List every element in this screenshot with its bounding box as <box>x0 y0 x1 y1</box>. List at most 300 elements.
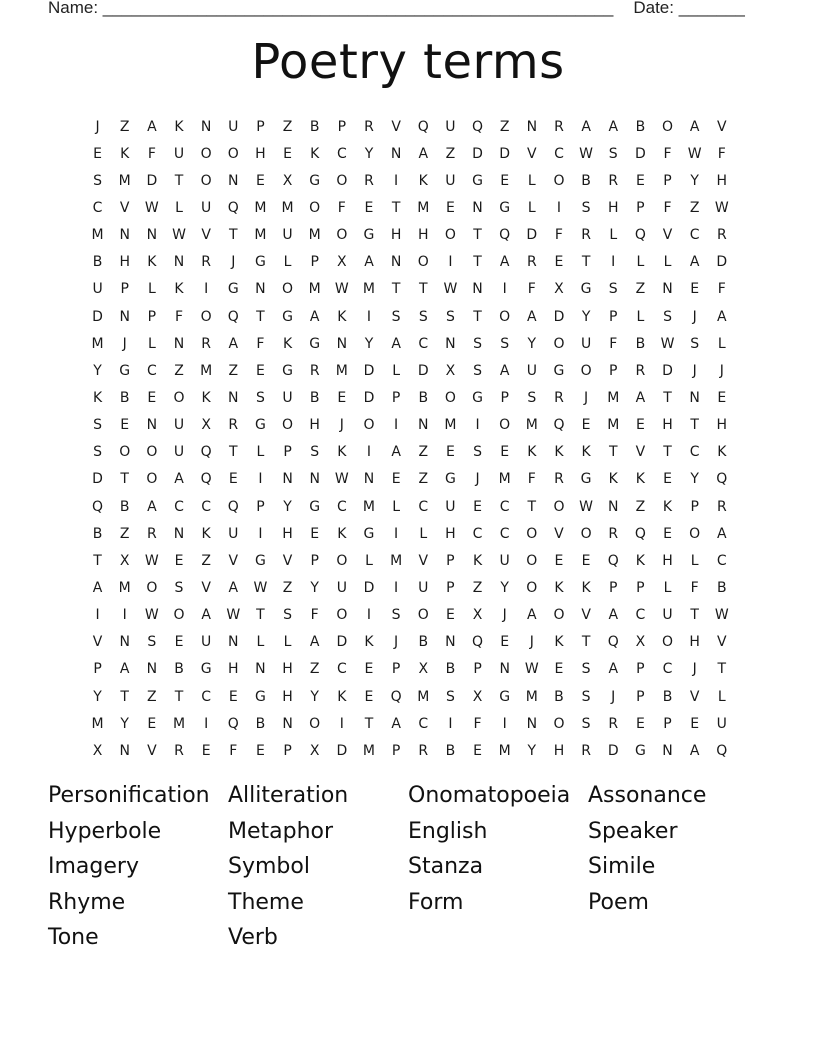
grid-cell[interactable]: P <box>391 742 401 759</box>
grid-cell[interactable]: K <box>662 498 673 515</box>
grid-cell[interactable]: M <box>281 199 294 216</box>
grid-cell[interactable]: L <box>392 362 401 379</box>
grid-cell[interactable]: S <box>473 362 482 379</box>
grid-cell[interactable]: O <box>417 607 429 624</box>
grid-cell[interactable]: O <box>499 417 511 434</box>
grid-cell[interactable]: N <box>255 661 266 678</box>
grid-cell[interactable]: Y <box>283 498 292 515</box>
grid-cell[interactable]: F <box>229 742 238 759</box>
grid-cell[interactable]: W <box>660 335 675 352</box>
grid-cell[interactable]: T <box>418 281 428 298</box>
grid-cell[interactable]: O <box>417 254 429 271</box>
grid-cell[interactable]: B <box>255 715 266 732</box>
grid-cell[interactable]: Y <box>581 308 591 325</box>
grid-cell[interactable]: F <box>663 145 672 162</box>
grid-cell[interactable]: C <box>336 498 347 515</box>
grid-cell[interactable]: N <box>689 389 700 406</box>
grid-cell[interactable]: D <box>417 362 429 379</box>
grid-cell[interactable]: I <box>394 172 399 189</box>
grid-cell[interactable]: K <box>527 444 537 461</box>
grid-cell[interactable]: S <box>418 308 428 325</box>
grid-cell[interactable]: S <box>581 199 591 216</box>
grid-cell[interactable]: R <box>608 715 619 732</box>
grid-cell[interactable]: I <box>339 715 344 732</box>
grid-cell[interactable]: P <box>473 661 482 678</box>
grid-cell[interactable]: P <box>690 498 699 515</box>
grid-cell[interactable]: R <box>309 362 320 379</box>
grid-cell[interactable]: Y <box>93 688 102 705</box>
grid-cell[interactable]: A <box>608 118 619 135</box>
grid-cell[interactable]: K <box>201 389 211 406</box>
grid-cell[interactable]: G <box>634 742 646 759</box>
grid-cell[interactable]: O <box>526 552 538 569</box>
grid-cell[interactable]: W <box>334 281 349 298</box>
grid-cell[interactable]: O <box>146 444 158 461</box>
grid-cell[interactable]: N <box>255 281 266 298</box>
grid-cell[interactable]: G <box>444 471 456 488</box>
grid-cell[interactable]: P <box>636 579 645 596</box>
grid-cell[interactable]: L <box>609 227 618 244</box>
name-field[interactable]: Name: ______________________________________________________ <box>48 0 614 17</box>
grid-cell[interactable]: O <box>363 417 375 434</box>
grid-cell[interactable]: E <box>663 525 672 542</box>
grid-cell[interactable]: L <box>256 444 265 461</box>
grid-cell[interactable]: C <box>201 688 212 705</box>
grid-cell[interactable]: U <box>662 607 673 624</box>
grid-cell[interactable]: Z <box>689 199 700 216</box>
grid-cell[interactable]: E <box>364 661 374 678</box>
grid-cell[interactable]: L <box>147 281 156 298</box>
grid-cell[interactable]: P <box>636 199 645 216</box>
grid-cell[interactable]: P <box>609 308 618 325</box>
grid-cell[interactable]: P <box>256 118 265 135</box>
grid-cell[interactable]: O <box>580 525 592 542</box>
grid-cell[interactable]: G <box>309 498 321 515</box>
grid-cell[interactable]: A <box>499 254 510 271</box>
grid-cell[interactable]: B <box>662 688 673 705</box>
grid-cell[interactable]: G <box>309 335 321 352</box>
grid-cell[interactable]: S <box>445 688 455 705</box>
grid-cell[interactable]: V <box>282 552 293 569</box>
grid-cell[interactable]: E <box>690 281 700 298</box>
grid-cell[interactable]: Q <box>499 227 511 244</box>
grid-cell[interactable]: J <box>475 471 480 488</box>
grid-cell[interactable]: U <box>716 715 727 732</box>
grid-cell[interactable]: S <box>473 444 482 461</box>
grid-cell[interactable]: Y <box>310 688 319 705</box>
grid-cell[interactable]: K <box>174 118 184 135</box>
grid-cell[interactable]: D <box>607 742 619 759</box>
grid-cell[interactable]: V <box>201 227 211 244</box>
grid-cell[interactable]: S <box>391 607 401 624</box>
grid-cell[interactable]: G <box>499 688 511 705</box>
grid-cell[interactable]: O <box>282 281 294 298</box>
grid-cell[interactable]: V <box>92 634 103 651</box>
grid-cell[interactable]: X <box>201 417 211 434</box>
grid-cell[interactable]: T <box>717 661 727 678</box>
grid-cell[interactable]: S <box>581 688 591 705</box>
grid-cell[interactable]: A <box>391 715 401 732</box>
grid-cell[interactable]: A <box>717 525 727 542</box>
grid-cell[interactable]: Q <box>227 715 239 732</box>
grid-cell[interactable]: N <box>336 335 348 352</box>
grid-cell[interactable]: Q <box>716 742 728 759</box>
grid-cell[interactable]: O <box>444 227 456 244</box>
date-field[interactable]: Date: _______ <box>633 0 745 17</box>
grid-cell[interactable]: U <box>445 498 456 515</box>
grid-cell[interactable]: E <box>635 172 645 189</box>
grid-cell[interactable]: N <box>146 417 158 434</box>
grid-cell[interactable]: K <box>92 389 103 406</box>
grid-cell[interactable]: S <box>147 634 157 651</box>
grid-cell[interactable]: I <box>366 444 372 461</box>
grid-cell[interactable]: T <box>690 417 699 434</box>
grid-cell[interactable]: M <box>417 688 430 705</box>
grid-cell[interactable]: J <box>692 362 697 379</box>
grid-cell[interactable]: M <box>390 552 403 569</box>
grid-cell[interactable]: M <box>525 688 538 705</box>
grid-cell[interactable]: A <box>309 634 320 651</box>
grid-cell[interactable]: D <box>363 579 375 596</box>
grid-cell[interactable]: Y <box>527 335 537 352</box>
grid-cell[interactable]: R <box>418 742 429 759</box>
grid-cell[interactable]: Q <box>200 471 212 488</box>
grid-cell[interactable]: M <box>525 417 538 434</box>
grid-cell[interactable]: M <box>444 417 457 434</box>
grid-cell[interactable]: M <box>308 227 321 244</box>
grid-cell[interactable]: C <box>418 335 429 352</box>
grid-cell[interactable]: X <box>119 552 130 569</box>
grid-cell[interactable]: N <box>146 227 158 244</box>
grid-cell[interactable]: N <box>445 335 456 352</box>
grid-cell[interactable]: X <box>309 742 320 759</box>
grid-cell[interactable]: E <box>500 444 510 461</box>
grid-cell[interactable]: A <box>201 607 211 624</box>
grid-cell[interactable]: V <box>635 444 646 461</box>
grid-cell[interactable]: G <box>553 362 565 379</box>
grid-cell[interactable]: O <box>146 579 158 596</box>
grid-cell[interactable]: R <box>526 254 537 271</box>
grid-cell[interactable]: A <box>391 335 401 352</box>
grid-cell[interactable]: L <box>175 199 183 216</box>
grid-cell[interactable]: B <box>635 335 646 352</box>
grid-cell[interactable]: N <box>173 525 185 542</box>
grid-cell[interactable]: B <box>119 389 130 406</box>
grid-cell[interactable]: F <box>609 335 618 352</box>
grid-cell[interactable]: O <box>553 172 565 189</box>
grid-cell[interactable]: L <box>527 172 536 189</box>
grid-cell[interactable]: K <box>147 254 157 271</box>
grid-cell[interactable]: R <box>608 172 619 189</box>
grid-cell[interactable]: A <box>391 444 401 461</box>
grid-cell[interactable]: W <box>524 661 539 678</box>
grid-cell[interactable]: C <box>174 498 184 515</box>
grid-cell[interactable]: M <box>91 227 104 244</box>
grid-cell[interactable]: S <box>283 607 292 624</box>
grid-cell[interactable]: Q <box>472 634 484 651</box>
grid-cell[interactable]: G <box>309 172 321 189</box>
grid-cell[interactable]: N <box>390 145 402 162</box>
grid-cell[interactable]: D <box>336 742 348 759</box>
grid-cell[interactable]: B <box>445 661 456 678</box>
grid-cell[interactable]: T <box>663 389 672 406</box>
grid-cell[interactable]: O <box>336 227 348 244</box>
grid-cell[interactable]: S <box>581 661 591 678</box>
grid-cell[interactable]: H <box>228 661 239 678</box>
grid-cell[interactable]: C <box>662 661 673 678</box>
grid-cell[interactable]: J <box>394 634 399 651</box>
grid-cell[interactable]: O <box>553 715 565 732</box>
grid-cell[interactable]: J <box>231 254 236 271</box>
grid-cell[interactable]: R <box>716 498 727 515</box>
grid-cell[interactable]: H <box>282 525 293 542</box>
grid-cell[interactable]: Z <box>282 579 293 596</box>
grid-cell[interactable]: U <box>228 525 239 542</box>
grid-cell[interactable]: P <box>446 579 455 596</box>
grid-cell[interactable]: O <box>499 308 511 325</box>
grid-cell[interactable]: Z <box>174 362 184 379</box>
grid-cell[interactable]: S <box>93 172 103 189</box>
grid-cell[interactable]: T <box>473 308 482 325</box>
grid-cell[interactable]: R <box>201 335 211 352</box>
grid-cell[interactable]: H <box>417 227 429 244</box>
grid-cell[interactable]: E <box>635 715 645 732</box>
grid-cell[interactable]: A <box>689 118 700 135</box>
grid-cell[interactable]: Q <box>227 308 239 325</box>
grid-cell[interactable]: E <box>174 634 184 651</box>
grid-cell[interactable]: E <box>93 145 102 162</box>
grid-cell[interactable]: E <box>120 417 130 434</box>
grid-cell[interactable]: V <box>662 227 673 244</box>
grid-cell[interactable]: G <box>363 525 375 542</box>
grid-cell[interactable]: I <box>611 254 616 271</box>
grid-cell[interactable]: Z <box>201 552 211 569</box>
grid-cell[interactable]: R <box>581 742 591 759</box>
grid-cell[interactable]: N <box>173 254 185 271</box>
grid-cell[interactable]: G <box>580 281 592 298</box>
grid-cell[interactable]: Z <box>472 579 483 596</box>
grid-cell[interactable]: P <box>93 661 102 678</box>
grid-cell[interactable]: E <box>717 389 727 406</box>
grid-cell[interactable]: B <box>92 254 103 271</box>
grid-cell[interactable]: H <box>689 634 700 651</box>
grid-cell[interactable]: K <box>337 444 347 461</box>
grid-cell[interactable]: T <box>256 308 265 325</box>
grid-cell[interactable]: F <box>174 308 184 325</box>
grid-cell[interactable]: O <box>526 579 538 596</box>
grid-cell[interactable]: B <box>309 118 320 135</box>
grid-cell[interactable]: F <box>663 199 672 216</box>
grid-cell[interactable]: A <box>527 607 537 624</box>
grid-cell[interactable]: N <box>119 227 130 244</box>
grid-cell[interactable]: P <box>500 389 509 406</box>
grid-cell[interactable]: V <box>581 607 591 624</box>
grid-cell[interactable]: H <box>255 145 266 162</box>
grid-cell[interactable]: K <box>201 525 211 542</box>
grid-cell[interactable]: R <box>228 417 239 434</box>
grid-cell[interactable]: L <box>636 308 645 325</box>
grid-cell[interactable]: O <box>689 525 701 542</box>
grid-cell[interactable]: K <box>635 552 645 569</box>
grid-cell[interactable]: L <box>256 634 265 651</box>
grid-cell[interactable]: Q <box>227 498 239 515</box>
grid-cell[interactable]: Y <box>500 579 509 596</box>
grid-cell[interactable]: E <box>391 471 401 488</box>
grid-cell[interactable]: F <box>690 579 699 596</box>
grid-cell[interactable]: D <box>363 362 375 379</box>
grid-cell[interactable]: X <box>635 634 646 651</box>
grid-cell[interactable]: N <box>200 118 212 135</box>
grid-cell[interactable]: E <box>310 525 320 542</box>
grid-cell[interactable]: O <box>336 607 348 624</box>
grid-cell[interactable]: A <box>174 471 184 488</box>
grid-cell[interactable]: N <box>418 417 429 434</box>
grid-cell[interactable]: C <box>472 525 483 542</box>
grid-cell[interactable]: G <box>254 688 266 705</box>
grid-cell[interactable]: F <box>527 281 536 298</box>
grid-cell[interactable]: T <box>391 199 401 216</box>
grid-cell[interactable]: Y <box>364 335 374 352</box>
grid-cell[interactable]: J <box>692 661 697 678</box>
grid-cell[interactable]: L <box>636 254 645 271</box>
grid-cell[interactable]: V <box>391 118 401 135</box>
grid-cell[interactable]: I <box>258 471 263 488</box>
grid-cell[interactable]: Q <box>607 634 619 651</box>
grid-cell[interactable]: A <box>418 145 429 162</box>
grid-cell[interactable]: C <box>635 607 646 624</box>
grid-cell[interactable]: Z <box>119 118 130 135</box>
grid-cell[interactable]: O <box>553 335 565 352</box>
grid-cell[interactable]: N <box>499 661 510 678</box>
grid-cell[interactable]: E <box>174 552 184 569</box>
grid-cell[interactable]: P <box>310 254 319 271</box>
grid-cell[interactable]: S <box>255 389 265 406</box>
grid-cell[interactable]: S <box>608 281 618 298</box>
grid-cell[interactable]: M <box>118 579 131 596</box>
grid-cell[interactable]: P <box>663 172 672 189</box>
grid-cell[interactable]: P <box>147 308 157 325</box>
grid-cell[interactable]: B <box>418 634 429 651</box>
grid-cell[interactable]: I <box>95 607 100 624</box>
grid-cell[interactable]: W <box>253 579 268 596</box>
grid-cell[interactable]: T <box>663 444 672 461</box>
grid-cell[interactable]: W <box>144 552 159 569</box>
grid-cell[interactable]: S <box>391 308 401 325</box>
grid-cell[interactable]: Z <box>418 444 429 461</box>
grid-cell[interactable]: H <box>553 742 565 759</box>
grid-cell[interactable]: A <box>119 661 130 678</box>
grid-cell[interactable]: Z <box>309 661 320 678</box>
grid-cell[interactable]: H <box>662 552 673 569</box>
grid-cell[interactable]: A <box>228 335 239 352</box>
grid-cell[interactable]: S <box>690 335 700 352</box>
grid-cell[interactable]: P <box>256 498 265 515</box>
grid-cell[interactable]: M <box>362 742 376 759</box>
grid-cell[interactable]: A <box>527 308 537 325</box>
grid-cell[interactable]: H <box>390 227 402 244</box>
grid-cell[interactable]: O <box>444 389 456 406</box>
grid-cell[interactable]: O <box>309 715 321 732</box>
grid-cell[interactable]: N <box>472 199 483 216</box>
grid-cell[interactable]: K <box>337 525 347 542</box>
grid-cell[interactable]: M <box>91 335 104 352</box>
grid-cell[interactable]: U <box>201 199 212 216</box>
grid-cell[interactable]: I <box>204 715 209 732</box>
grid-cell[interactable]: H <box>119 254 130 271</box>
grid-cell[interactable]: L <box>663 254 672 271</box>
grid-cell[interactable]: O <box>119 444 131 461</box>
grid-cell[interactable]: W <box>443 281 458 298</box>
grid-cell[interactable]: V <box>527 145 537 162</box>
grid-cell[interactable]: G <box>472 172 483 189</box>
grid-cell[interactable]: W <box>714 607 729 624</box>
grid-cell[interactable]: E <box>554 661 564 678</box>
grid-cell[interactable]: O <box>553 498 565 515</box>
grid-cell[interactable]: X <box>92 742 103 759</box>
grid-cell[interactable]: C <box>689 227 700 244</box>
grid-cell[interactable]: L <box>283 254 292 271</box>
grid-cell[interactable]: E <box>201 742 211 759</box>
grid-cell[interactable]: U <box>499 552 510 569</box>
grid-cell[interactable]: L <box>663 579 672 596</box>
grid-cell[interactable]: Z <box>282 118 293 135</box>
grid-cell[interactable]: U <box>418 579 429 596</box>
grid-cell[interactable]: I <box>394 525 399 542</box>
grid-cell[interactable]: N <box>526 118 538 135</box>
grid-cell[interactable]: D <box>92 308 103 325</box>
grid-cell[interactable]: J <box>692 308 697 325</box>
grid-cell[interactable]: K <box>608 471 618 488</box>
grid-cell[interactable]: L <box>717 688 726 705</box>
grid-cell[interactable]: L <box>365 552 373 569</box>
grid-cell[interactable]: E <box>581 417 591 434</box>
grid-cell[interactable]: O <box>336 172 348 189</box>
grid-cell[interactable]: N <box>445 634 456 651</box>
grid-cell[interactable]: D <box>336 634 348 651</box>
grid-cell[interactable]: J <box>529 634 534 651</box>
grid-cell[interactable]: O <box>662 634 674 651</box>
grid-cell[interactable]: C <box>336 145 347 162</box>
grid-cell[interactable]: K <box>554 579 564 596</box>
grid-cell[interactable]: T <box>120 471 129 488</box>
grid-cell[interactable]: T <box>581 634 591 651</box>
grid-cell[interactable]: X <box>282 172 293 189</box>
grid-cell[interactable]: A <box>689 254 700 271</box>
grid-cell[interactable]: N <box>390 254 402 271</box>
grid-cell[interactable]: F <box>554 227 563 244</box>
grid-cell[interactable]: E <box>690 715 700 732</box>
grid-cell[interactable]: L <box>717 335 726 352</box>
grid-cell[interactable]: B <box>635 118 646 135</box>
grid-cell[interactable]: R <box>716 227 727 244</box>
grid-cell[interactable]: A <box>608 661 619 678</box>
grid-cell[interactable]: P <box>283 742 292 759</box>
grid-cell[interactable]: W <box>226 607 241 624</box>
grid-cell[interactable]: B <box>717 579 727 596</box>
grid-cell[interactable]: F <box>717 281 726 298</box>
grid-cell[interactable]: U <box>201 634 212 651</box>
grid-cell[interactable]: S <box>174 579 184 596</box>
grid-cell[interactable]: N <box>282 471 293 488</box>
grid-cell[interactable]: M <box>254 199 267 216</box>
grid-cell[interactable]: T <box>473 254 482 271</box>
grid-cell[interactable]: K <box>635 471 645 488</box>
grid-cell[interactable]: S <box>445 308 455 325</box>
grid-cell[interactable]: B <box>445 742 456 759</box>
grid-cell[interactable]: X <box>337 254 347 271</box>
grid-cell[interactable]: C <box>336 661 347 678</box>
grid-cell[interactable]: T <box>473 227 482 244</box>
